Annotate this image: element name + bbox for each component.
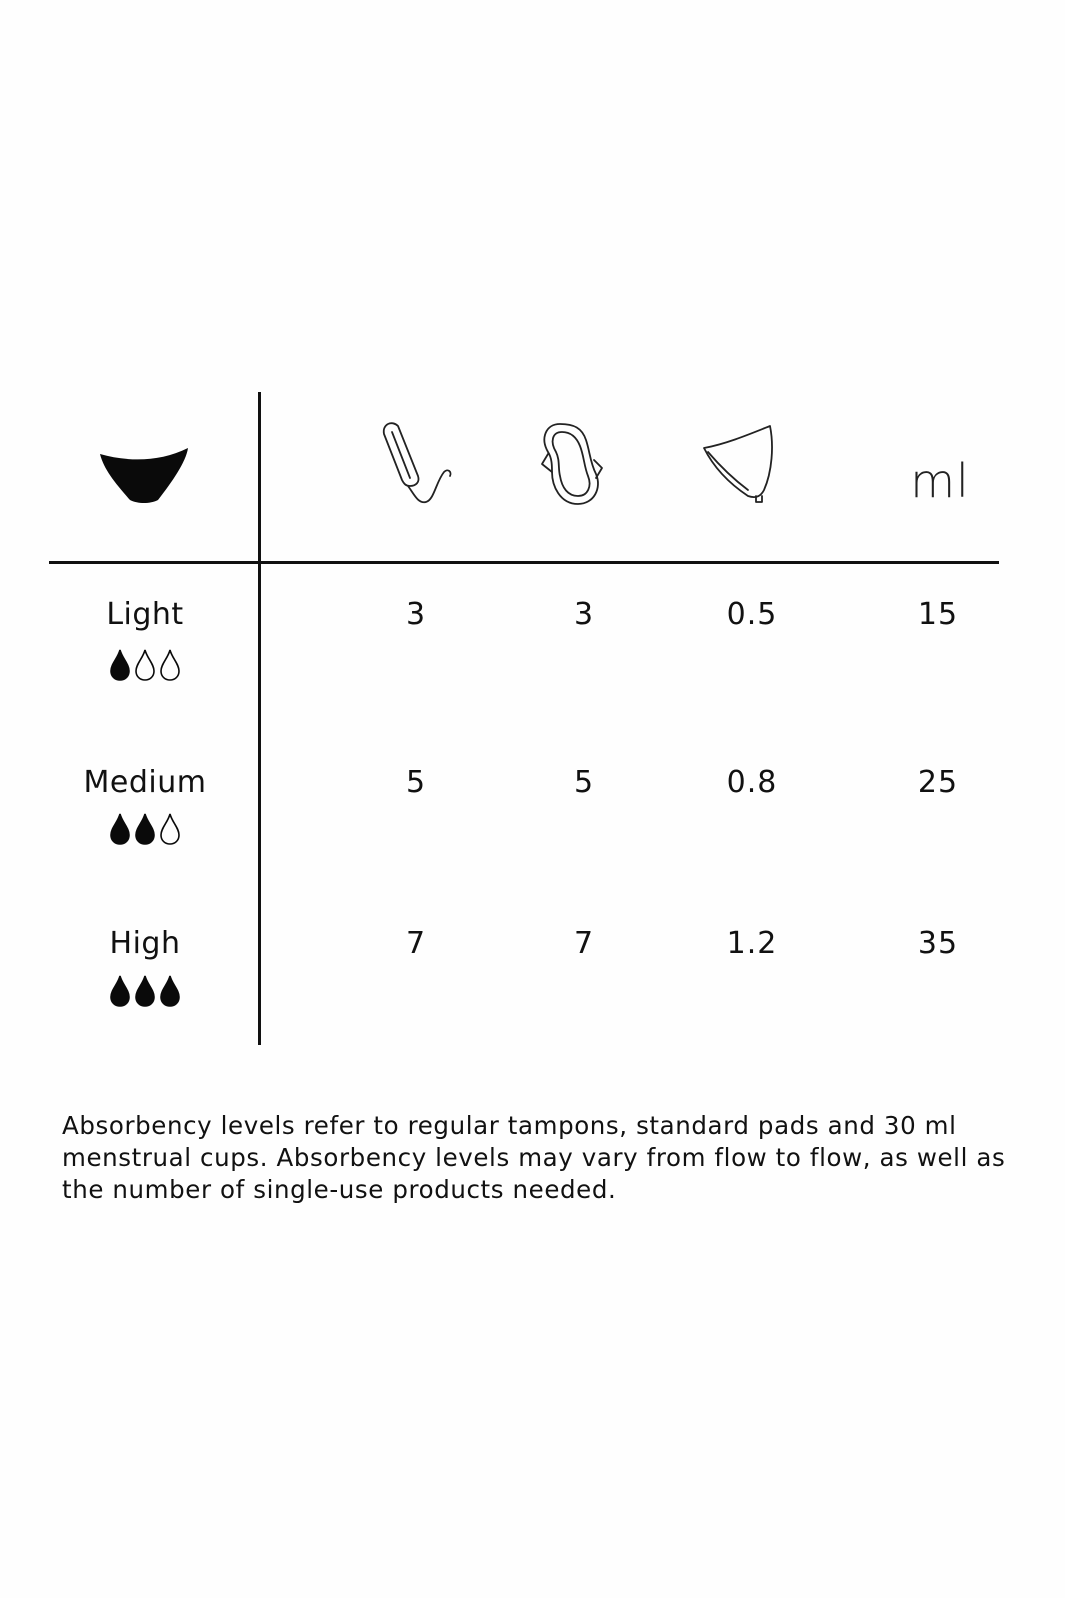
- cups-medium: 0.8: [726, 765, 778, 800]
- drop-filled-icon: [159, 974, 181, 1008]
- header-divider: [49, 561, 999, 564]
- period-underwear-icon: [98, 442, 190, 506]
- drop-filled-icon: [109, 812, 131, 846]
- tampons-light: 3: [405, 597, 427, 632]
- drop-filled-icon: [109, 648, 131, 682]
- tampon-icon: [378, 420, 458, 510]
- ml-medium: 25: [917, 765, 959, 800]
- cups-light: 0.5: [726, 597, 778, 632]
- cups-high: 1.2: [726, 926, 778, 961]
- flow-level-light: Light: [106, 597, 184, 632]
- column-divider: [258, 392, 261, 1045]
- tampons-high: 7: [405, 926, 427, 961]
- flow-level-high: High: [109, 926, 181, 961]
- flow-level-medium: Medium: [83, 765, 207, 800]
- unit-label-ml: ml: [910, 454, 970, 508]
- pads-high: 7: [573, 926, 595, 961]
- menstrual-cup-icon: [700, 420, 780, 504]
- drop-outline-icon: [134, 648, 156, 682]
- drop-outline-icon: [159, 648, 181, 682]
- footnote: Absorbency levels refer to regular tampons, standard pads and 30 ml menstrual cups. Absorbency levels may vary from flow to flow, as well as the number of single-use products needed.: [62, 1111, 1006, 1204]
- drop-filled-icon: [109, 974, 131, 1008]
- pads-light: 3: [573, 597, 595, 632]
- drop-filled-icon: [134, 974, 156, 1008]
- ml-light: 15: [917, 597, 959, 632]
- ml-high: 35: [917, 926, 959, 961]
- tampons-medium: 5: [405, 765, 427, 800]
- pads-medium: 5: [573, 765, 595, 800]
- drops-medium: [40, 812, 250, 852]
- drops-light: [40, 648, 250, 688]
- drops-high: [40, 974, 250, 1014]
- drop-filled-icon: [134, 812, 156, 846]
- pad-icon: [538, 420, 608, 508]
- drop-outline-icon: [159, 812, 181, 846]
